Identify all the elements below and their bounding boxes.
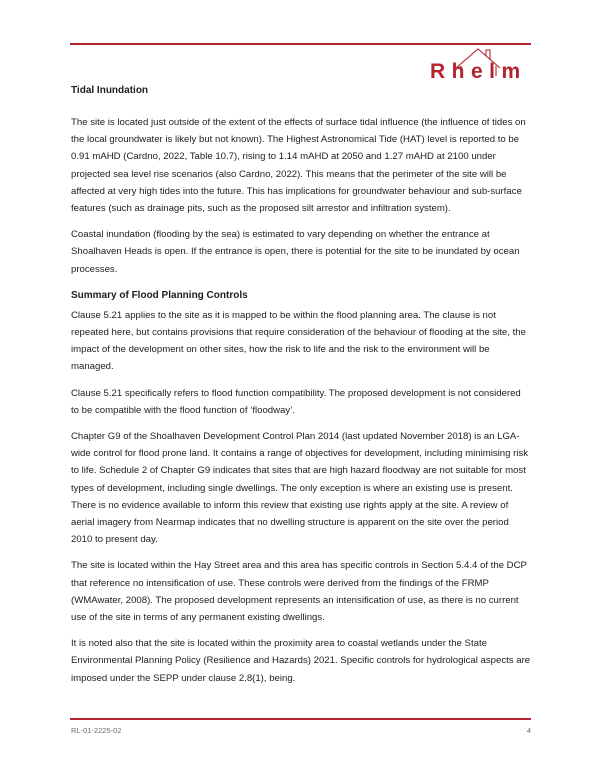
- rhelm-logo: [426, 44, 534, 84]
- flood-paragraph-1: Clause 5.21 applies to the site as it is mapped to be within the flood planning area. The clause is not repeated here, but contains provisions that require consideration of the behaviour of flooding at the site, the impact of the development on other sites, how the risk to life and the risk to the environment will be managed.: [71, 309, 526, 373]
- heading-tidal-inundation: Tidal Inundation: [71, 85, 149, 96]
- tidal-paragraph-1: The site is located just outside of the extent of the effects of surface tidal influence (the influence of tides on the local groundwater is likely but not known). The Highest Astronomical Tide (HAT) level is reported to be 0.91 mAHD (Cardno, 2022, Table 10.7), rising to 1.14 mAHD at 2050 and 1.27 mAHD at 2100 under projected sea level rise scenarios (also Cardno, 2022). This means that the perimeter of the site will be affected at very high tides into the future. This has implications for groundwater behaviour and sub-surface features (such as drainage pits, such as the proposed silt arrestor and infiltration system).: [71, 117, 526, 215]
- flood-paragraph-4: The site is located within the Hay Street area and this area has specific controls in Section 5.4.4 of the DCP that reference no intensification of use. These controls were derived from the findings of the FRMP (WMAwater, 2008). The proposed development represents an intensification of use, as there is no current use of the site in terms of any permanent existing dwellings.: [71, 560, 527, 624]
- footer-rule: [70, 718, 531, 720]
- flood-paragraph-2: Clause 5.21 specifically refers to flood function compatibility. The proposed development is not considered to be compatible with the flood function of ‘floodway’.: [71, 387, 521, 416]
- flood-paragraph-5: It is noted also that the site is located within the proximity area to coastal wetlands under the State Environmental Planning Policy (Resilience and Hazards) 2021. Specific controls for hydrological aspects are imposed under the SEPP under clause 2.8(1), being.: [71, 638, 531, 684]
- tidal-paragraph-2: Coastal inundation (flooding by the sea) is estimated to vary depending on whether the entrance at Shoalhaven Heads is open. If the entrance is open, there is potential for the site to be inundated by ocean processes.: [71, 229, 520, 275]
- flood-paragraph-3: Chapter G9 of the Shoalhaven Development Control Plan 2014 (last updated November 2018) is an LGA-wide control for flood prone land. It contains a range of objectives for development, including minimising risk to life. Schedule 2 of Chapter G9 indicates that sites that are high hazard floodway are not suitable for most types of development, including single dwellings. The only exception is where an existing use is present. There is no evidence available to inform this review that existing use rights apply at the site. A review of aerial imagery from Nearmap indicates that no dwelling structure is apparent on the site over the period 2010 to present day.: [71, 431, 529, 546]
- document-body: [71, 82, 531, 696]
- document-reference: RL-01-2225-02: [71, 726, 122, 735]
- logo-text: Rhelm: [430, 60, 527, 83]
- heading-flood-planning-controls: Summary of Flood Planning Controls: [71, 289, 248, 301]
- page-number: 4: [526, 726, 531, 735]
